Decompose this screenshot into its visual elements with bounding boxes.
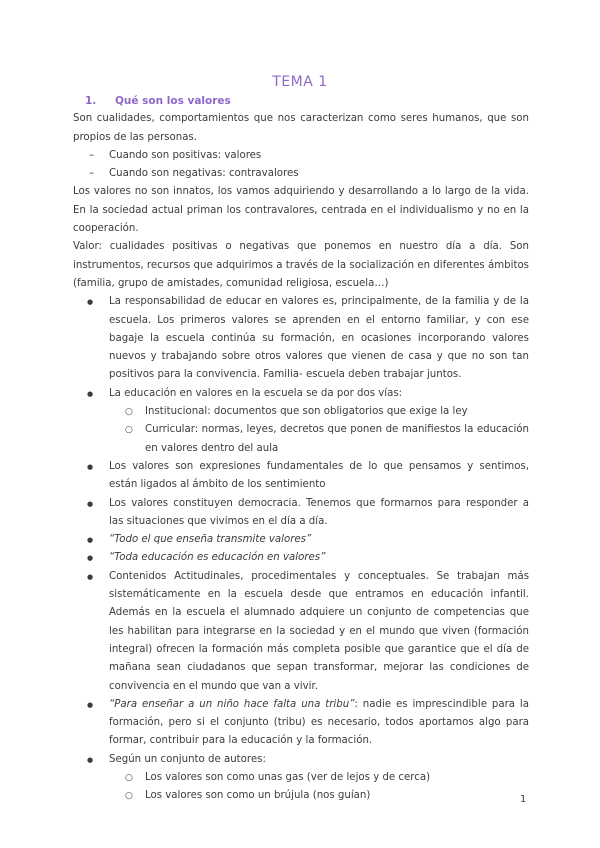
- intro-paragraph: Son cualidades, comportamientos que nos caracterizan como seres humanos, que son propios de las personas.: [73, 113, 529, 143]
- bullet-item: ● Los valores constituyen democracia. Tenemos que formarnos para responder a las situaciones que vivimos en el día a día.: [73, 495, 529, 532]
- dash-item: – Cuando son positivas: valores: [73, 147, 529, 165]
- bullet-item: [73, 751, 529, 806]
- document-body: [73, 92, 529, 806]
- document-title: TEMA 1: [272, 74, 328, 90]
- bullet-list: [73, 293, 529, 805]
- bullet-item: ● “Todo el que enseña transmite valores”: [73, 531, 529, 549]
- page-number: 1: [520, 794, 527, 805]
- section-number: 1.: [85, 95, 97, 107]
- quote-text: “Para enseñar a un niño hace falta una tribu”: [109, 698, 355, 710]
- sub-item: ○ Institucional: documentos que son obligatorios que exige la ley: [109, 403, 529, 421]
- paragraph: Valor: cualidades positivas o negativas que ponemos en nuestro día a día. Son instrumentos, recursos que adquirimos a través de la socialización en diferentes ámbitos (familia, grupo de amistades, comunidad religiosa, escuela…): [73, 241, 529, 289]
- bullet-text: : nadie es imprescindible para la formación, pero si el conjunto (tribu) es necesario, todos aportamos algo para formar, contribuir para la educación y la formación.: [109, 698, 529, 747]
- sub-item: ○ Los valores son como un brújula (nos guían): [109, 787, 529, 805]
- bullet-item: ● La responsabilidad de educar en valores es, principalmente, de la familia y de la escuela. Los primeros valores se aprenden en el entorno familiar, y con ese bagaje la escuela continúa su formación, en ocasiones incorporando valores nuevos y trabajando sobre otros valores que vienen de casa y que no son tan positivos para la convivencia. Familia- escuela deben trabajar juntos.: [73, 293, 529, 384]
- sub-list: [109, 769, 529, 806]
- bullet-item: ● Los valores son expresiones fundamentales de lo que pensamos y sentimos, están ligados al ámbito de los sentimiento: [73, 458, 529, 495]
- bullet-item: ● Contenidos Actitudinales, procedimentales y conceptuales. Se trabajan más sistemáticamente en la escuela desde que entramos en educación infantil. Además en la escuela el alumnado adquiere un conjunto de competencias que les habilitan para integrarse en la sociedad y en el mundo que viven (formación integral) ofrecen la formación más completa posible que garantice que el día de mañana sean ciudadanos que sepan transformar, mejorar las condiciones de convivencia en el mundo que van a vivir.: [73, 568, 529, 696]
- bullet-text: Según un conjunto de autores:: [109, 753, 266, 765]
- section-heading: [73, 92, 529, 110]
- bullet-item: [73, 696, 529, 751]
- sub-list: [109, 403, 529, 458]
- paragraph: Los valores no son innatos, los vamos adquiriendo y desarrollando a lo largo de la vida. En la sociedad actual priman los contravalores, centrada en el individualismo y no en la cooperación.: [73, 186, 529, 235]
- bullet-item: [73, 385, 529, 458]
- dash-list: [73, 147, 529, 184]
- bullet-text: La educación en valores en la escuela se da por dos vías:: [109, 387, 403, 399]
- section-label: Qué son los valores: [115, 95, 231, 107]
- sub-item: ○ Curricular: normas, leyes, decretos que ponen de manifiestos la educación en valores dentro del aula: [109, 421, 529, 458]
- sub-item: ○ Los valores son como unas gas (ver de lejos y de cerca): [109, 769, 529, 787]
- dash-item: – Cuando son negativas: contravalores: [73, 165, 529, 183]
- bullet-item: ● “Toda educación es educación en valores”: [73, 549, 529, 567]
